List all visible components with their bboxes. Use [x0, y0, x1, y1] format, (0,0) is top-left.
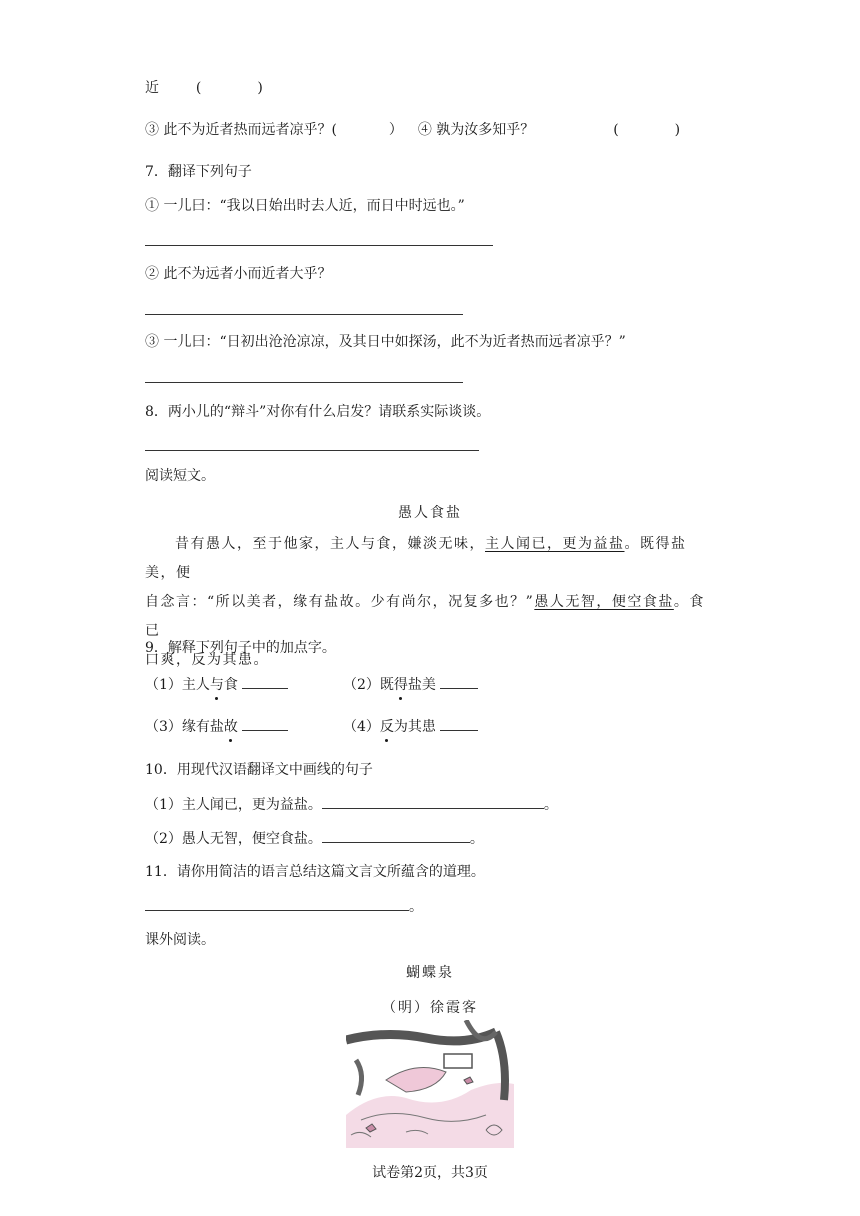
period: 。	[409, 899, 423, 915]
story-title: 愚人食盐	[398, 505, 462, 521]
answer-blank[interactable]	[145, 896, 409, 911]
q9-item-text: 盐美	[407, 677, 436, 693]
answer-paren: ( )	[195, 80, 263, 96]
q6-line-2	[145, 120, 680, 140]
q10-title: 10．用现代汉语翻译文中画线的句子	[145, 762, 373, 778]
period: 。	[543, 797, 558, 813]
q9-row-1	[145, 674, 288, 695]
answer-blank[interactable]	[242, 716, 288, 731]
dotted-char: 故	[223, 719, 238, 735]
q6-item-2-text: 近	[145, 80, 159, 96]
answer-line[interactable]	[145, 245, 493, 246]
answer-blank[interactable]	[322, 794, 544, 809]
answer-blank[interactable]	[242, 674, 288, 689]
butterfly-spring-illustration	[346, 1020, 514, 1148]
underlined-sentence-2: 愚人无智，便空食盐	[534, 594, 674, 610]
dotted-char: 与	[209, 677, 224, 693]
q11-answer	[145, 896, 423, 917]
q7-sentence-2: ② 此不为远者小而近者大乎？	[145, 266, 332, 282]
q10-item-1	[145, 794, 558, 815]
story-text: 。食已	[145, 594, 705, 639]
poem-title: 蝴蝶泉	[406, 965, 454, 981]
answer-line[interactable]	[145, 382, 463, 383]
q6-item-4-text: ④ 孰为汝多知乎？	[417, 122, 535, 138]
q9-item-text: （2）既	[343, 677, 394, 693]
dotted-char: 得	[393, 677, 408, 693]
story-text: 自念言：“所以美者，缘有盐故。少有尚尔，况复多也？”	[145, 594, 535, 610]
answer-blank[interactable]	[322, 828, 470, 843]
q9-item-text: （1）主人	[145, 677, 210, 693]
q10-item-text: （2）愚人无智，便空食盐。	[145, 831, 322, 847]
q7-title: 7．翻译下列句子	[145, 164, 252, 180]
q11-title: 11．请你用简洁的语言总结这篇文言文所蕴含的道理。	[145, 864, 485, 880]
answer-blank[interactable]	[440, 674, 478, 689]
q9-row-2	[145, 716, 288, 737]
q10-item-text: （1）主人闻已，更为益盐。	[145, 797, 322, 813]
poem-author: （明）徐霞客	[382, 1000, 478, 1016]
answer-blank[interactable]	[440, 716, 478, 731]
answer-line[interactable]	[145, 450, 479, 451]
story-line-1	[145, 530, 715, 588]
q9-row-2b	[343, 716, 478, 737]
q9-item-text: 为其患	[393, 719, 436, 735]
dotted-char: 反	[379, 719, 394, 735]
reading-intro: 阅读短文。	[145, 468, 215, 484]
q9-row-1b	[343, 674, 478, 695]
story-text: 。既得盐美，便	[145, 536, 687, 581]
period: 。	[469, 831, 484, 847]
answer-paren-close: ）	[388, 122, 403, 138]
q6-line-1	[145, 78, 263, 98]
page-footer: 试卷第2页，共3页	[372, 1165, 488, 1181]
q7-sentence-3: ③ 一儿曰：“日初出沧沧凉凉，及其日中如探汤，此不为近者热而远者凉乎？”	[145, 334, 626, 350]
q7-sentence-1: ① 一儿曰：“我以日始出时去人近，而日中时远也。”	[145, 198, 465, 214]
underlined-sentence-1: 主人闻已，更为益盐	[485, 536, 625, 552]
answer-line[interactable]	[145, 314, 463, 315]
answer-paren: ( )	[613, 122, 681, 138]
q9-item-text: （3）缘有盐	[145, 719, 224, 735]
q10-item-2	[145, 828, 484, 849]
q9-item-text: 食	[223, 677, 238, 693]
story-text: 昔有愚人，至于他家，主人与食，嫌淡无味，	[175, 536, 485, 552]
extra-reading-intro: 课外阅读。	[145, 932, 215, 948]
story-line-3: 口爽，反为其患。	[145, 652, 269, 668]
q6-item-3-text: ③ 此不为近者热而远者凉乎？(	[145, 122, 337, 138]
q8-title: 8．两小儿的“辩斗”对你有什么启发？请联系实际谈谈。	[145, 404, 491, 420]
q9-item-text: （4）	[343, 719, 380, 735]
q9-title: 9．解释下列句子中的加点字。	[145, 640, 336, 656]
